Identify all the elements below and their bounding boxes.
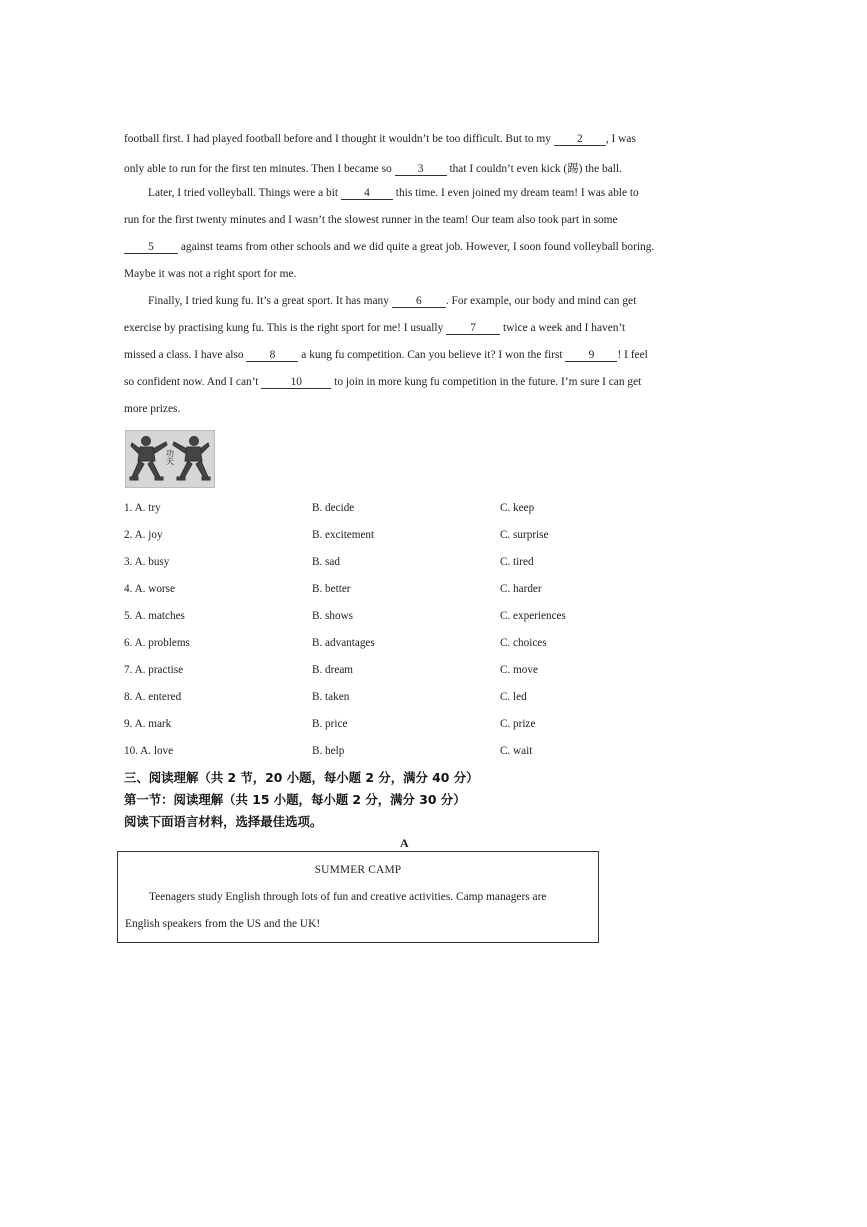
summer-camp-box (117, 851, 599, 943)
option-c: C. move (500, 664, 538, 676)
option-b: B. excitement (312, 529, 375, 541)
passage-line (124, 214, 618, 226)
passage-text: to join in more kung fu competition in the future. I’m sure I can get (334, 376, 642, 388)
passage-line (148, 295, 636, 308)
passage-line (124, 133, 636, 146)
option-b: B. decide (312, 502, 355, 514)
passage-text: against teams from other schools and we did quite a great job. However, I soon found volleyball boring. (180, 241, 655, 253)
subsection-heading: 第一节：阅读理解（共 15 小题，每小题 2 分，满分 30 分） (124, 792, 466, 807)
kung-fu-fighters-icon (126, 431, 214, 487)
option-a: 1. A. try (124, 502, 161, 514)
option-row (124, 583, 684, 599)
passage-text: . For example, our body and mind can get (445, 295, 637, 307)
option-c: C. harder (500, 583, 542, 595)
option-c: C. wait (500, 745, 533, 757)
blank-10: 10 (261, 376, 331, 389)
passage-text: so confident now. And I can’t (124, 376, 259, 388)
option-b: B. taken (312, 691, 350, 703)
passage-text: Maybe it was not a right sport for me. (124, 268, 297, 280)
passage-line (124, 349, 648, 362)
passage-line (124, 241, 654, 254)
passage-text: Later, I tried volleyball. Things were a bit (148, 187, 339, 199)
option-b: B. sad (312, 556, 340, 568)
option-row (124, 637, 684, 653)
option-row (124, 691, 684, 707)
blank-8: 8 (246, 349, 298, 362)
passage-text: , I was (605, 133, 636, 145)
passage-text: more prizes. (124, 403, 181, 415)
option-row (124, 718, 684, 734)
option-a: 7. A. practise (124, 664, 184, 676)
passage-text: twice a week and I haven’t (503, 322, 626, 334)
option-row (124, 556, 684, 572)
passage-text: exercise by practising kung fu. This is the right sport for me! I usually (124, 322, 444, 334)
option-c: C. tired (500, 556, 534, 568)
passage-line (124, 376, 641, 389)
option-a: 8. A. entered (124, 691, 182, 703)
blank-7: 7 (446, 322, 500, 335)
option-b: B. advantages (312, 637, 375, 649)
passage-line (124, 160, 622, 176)
option-row (124, 745, 684, 761)
blank-9: 9 (565, 349, 617, 362)
kung-fu-caption: 功夫 (165, 449, 175, 465)
passage-text: run for the first twenty minutes and I wasn’t the slowest runner in the team! Our team also took part in some (124, 214, 618, 226)
blank-4: 4 (341, 187, 393, 200)
option-a: 6. A. problems (124, 637, 190, 649)
option-c: C. experiences (500, 610, 566, 622)
option-a: 5. A. matches (124, 610, 185, 622)
blank-6: 6 (392, 295, 446, 308)
option-c: C. keep (500, 502, 535, 514)
passage-line (148, 187, 639, 200)
option-c: C. led (500, 691, 527, 703)
passage-text: Finally, I tried kung fu. It’s a great sport. It has many (148, 295, 389, 307)
passage-text: missed a class. I have also (124, 349, 244, 361)
passage-text: football first. I had played football before and I thought it wouldn’t be too difficult. But to my (124, 133, 551, 145)
kung-fu-illustration (125, 430, 215, 488)
option-b: B. help (312, 745, 345, 757)
option-row (124, 529, 684, 545)
option-a: 3. A. busy (124, 556, 170, 568)
option-b: B. price (312, 718, 348, 730)
option-b: B. dream (312, 664, 354, 676)
option-c: C. choices (500, 637, 547, 649)
option-row (124, 664, 684, 680)
blank-2: 2 (554, 133, 606, 146)
option-a: 2. A. joy (124, 529, 163, 541)
option-row (124, 610, 684, 626)
blank-5: 5 (124, 241, 178, 254)
option-a: 10. A. love (124, 745, 174, 757)
section-heading: 三、阅读理解（共 2 节，20 小题，每小题 2 分，满分 40 分） (124, 770, 479, 785)
box-title: SUMMER CAMP (314, 864, 402, 876)
box-text: English speakers from the US and the UK! (125, 918, 321, 930)
passage-text: ! I feel (617, 349, 648, 361)
passage-text: this time. I even joined my dream team! I was able to (395, 187, 639, 199)
passage-line (124, 268, 296, 280)
passage-text: that I couldn’t even kick (踢) the ball. (449, 163, 622, 175)
option-c: C. prize (500, 718, 536, 730)
option-b: B. shows (312, 610, 354, 622)
instruction: 阅读下面语言材料，选择最佳选项。 (124, 814, 323, 829)
blank-3: 3 (395, 163, 447, 176)
option-c: C. surprise (500, 529, 549, 541)
passage-text: only able to run for the first ten minutes. Then I became so (124, 163, 392, 175)
passage-line (124, 322, 625, 335)
passage-label: A (400, 836, 409, 850)
option-b: B. better (312, 583, 351, 595)
passage-line (124, 403, 180, 415)
option-row (124, 502, 684, 518)
option-a: 4. A. worse (124, 583, 175, 595)
box-text: Teenagers study English through lots of fun and creative activities. Camp managers are (149, 891, 547, 903)
passage-text: a kung fu competition. Can you believe it? I won the first (301, 349, 563, 361)
option-a: 9. A. mark (124, 718, 172, 730)
